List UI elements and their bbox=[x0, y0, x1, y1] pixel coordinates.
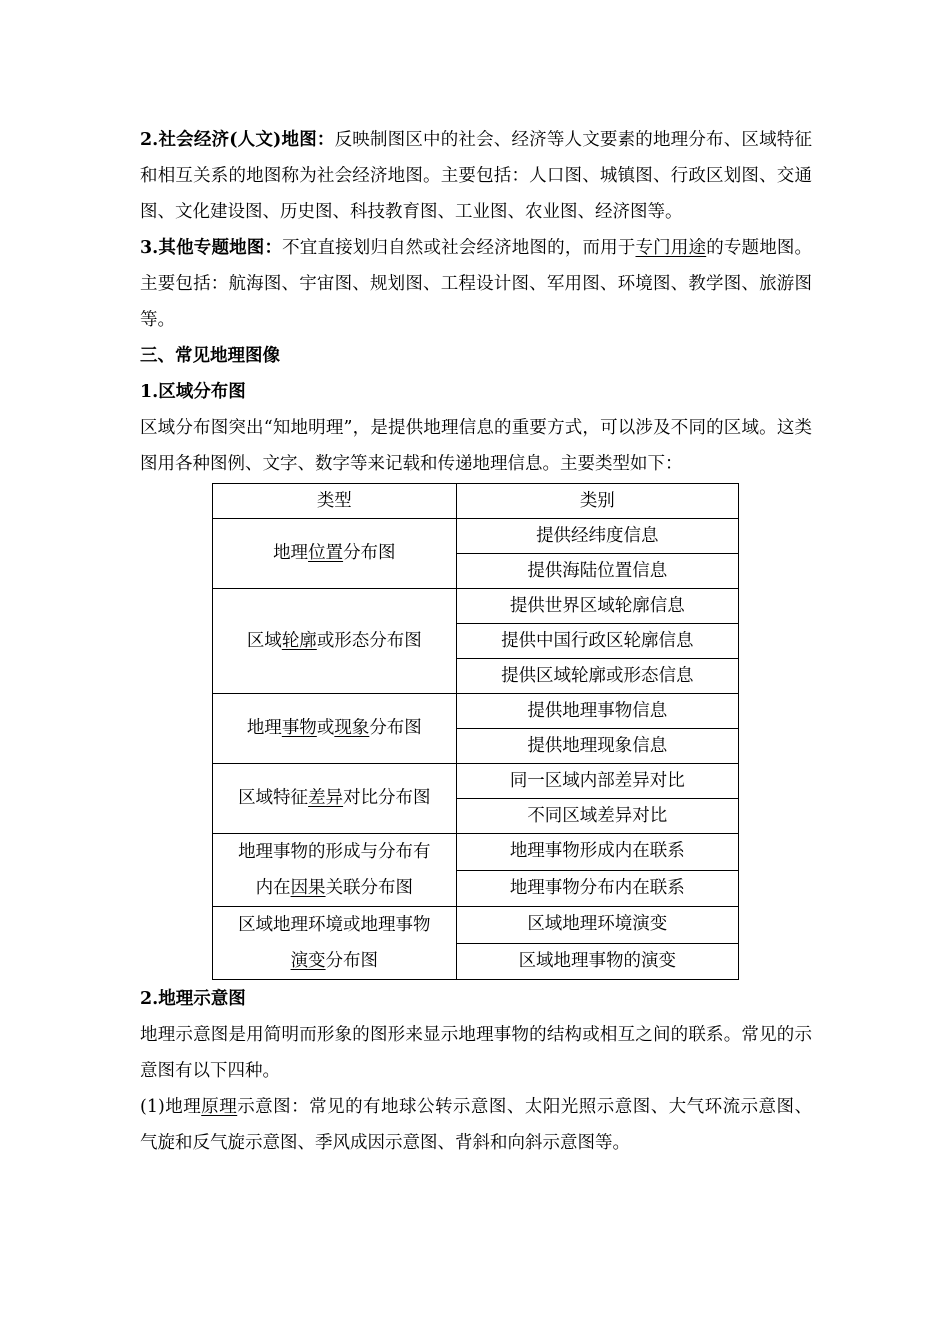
underlined-term: 差异 bbox=[308, 788, 344, 808]
type-text: 地理 bbox=[246, 718, 282, 738]
type-text: 地理事物的形成与分布有 bbox=[238, 842, 431, 862]
table-row bbox=[213, 519, 739, 554]
category-cell: 提供经纬度信息 bbox=[456, 519, 738, 554]
type-text: 或形态分布图 bbox=[316, 630, 422, 651]
type-text: 对比分布图 bbox=[343, 788, 431, 808]
section-heading: 3.其他专题地图： bbox=[140, 238, 283, 258]
region-map-intro: 区域分布图突出“知地明理”，是提供地理信息的重要方式，可以涉及不同的区域。这类图用各种图例、文字、数字等来记载和传递地理信息。主要类型如下： bbox=[140, 418, 812, 474]
category-cell: 提供海陆位置信息 bbox=[456, 554, 738, 589]
underlined-term: 原理 bbox=[201, 1097, 238, 1117]
type-text: 内在 bbox=[255, 878, 291, 898]
table-row bbox=[213, 764, 739, 799]
subsection-heading: 2.地理示意图 bbox=[140, 989, 246, 1009]
type-text: 地理 bbox=[273, 543, 309, 563]
item-text: (1)地理 bbox=[140, 1097, 202, 1117]
underlined-term: 因果 bbox=[290, 878, 326, 898]
schematic-intro: 地理示意图是用简明而形象的图形来显示地理事物的结构或相互之间的联系。常见的示意图有以下四种。 bbox=[140, 1025, 812, 1081]
type-text: 分布图 bbox=[343, 543, 396, 563]
category-cell: 提供中国行政区轮廓信息 bbox=[456, 624, 738, 659]
category-cell: 提供区域轮廓或形态信息 bbox=[456, 659, 738, 694]
type-text: 区域 bbox=[246, 630, 282, 651]
table-row bbox=[213, 834, 739, 871]
part-heading: 三、常见地理图像 bbox=[140, 346, 280, 366]
category-cell: 提供地理事物信息 bbox=[456, 694, 738, 729]
schematic-item-1 bbox=[140, 1089, 812, 1161]
category-cell: 不同区域差异对比 bbox=[456, 799, 738, 834]
type-text: 或 bbox=[316, 718, 335, 738]
header-category: 类别 bbox=[456, 484, 738, 519]
underlined-term: 事物 bbox=[281, 718, 317, 738]
category-cell: 同一区域内部差异对比 bbox=[456, 764, 738, 799]
table-row bbox=[213, 694, 739, 729]
category-cell: 区域地理事物的演变 bbox=[456, 943, 738, 980]
category-cell: 地理事物形成内在联系 bbox=[456, 834, 738, 871]
section-text: 反映制图区中的社会、经济等人文要素的地理分布、区域特征和相互关系的地图称为社会经济地图。主要包括：人口图、城镇图、行政区划图、交通图、文化建设图、历史图、科技教育图、工业图、农业图、经济图等。 bbox=[140, 130, 812, 222]
underlined-term: 位置 bbox=[308, 543, 344, 563]
table-row bbox=[213, 907, 739, 944]
type-cell bbox=[213, 907, 457, 980]
type-cell bbox=[213, 519, 457, 589]
type-text: 分布图 bbox=[325, 951, 379, 971]
type-text: 分布图 bbox=[369, 718, 422, 738]
type-cell bbox=[213, 834, 457, 907]
section-text: 不宜直接划归自然或社会经济地图的，而用于 bbox=[282, 238, 636, 258]
table-header-row bbox=[213, 484, 739, 519]
category-cell: 地理事物分布内在联系 bbox=[456, 870, 738, 907]
section-text: 的专题地图。主要包括：航海图、宇宙图、规划图、工程设计图、军用图、环境图、教学图、旅游图等。 bbox=[140, 238, 813, 330]
region-map-table bbox=[212, 483, 739, 980]
type-cell bbox=[213, 764, 457, 834]
document-page bbox=[140, 122, 812, 1161]
underlined-term: 专门用途 bbox=[635, 238, 707, 258]
subsection-heading: 1.区域分布图 bbox=[140, 382, 246, 402]
type-cell bbox=[213, 694, 457, 764]
header-type: 类型 bbox=[213, 484, 457, 519]
item-text: 示意图：常见的有地球公转示意图、太阳光照示意图、大气环流示意图、气旋和反气旋示意图、季风成因示意图、背斜和向斜示意图等。 bbox=[140, 1097, 813, 1153]
type-cell bbox=[213, 589, 457, 694]
table-row bbox=[213, 589, 739, 624]
underlined-term: 现象 bbox=[334, 718, 370, 738]
section-heading: 2.社会经济(人文)地图： bbox=[140, 130, 335, 150]
section-social-economic-map bbox=[140, 122, 812, 230]
underlined-term: 演变 bbox=[290, 951, 326, 971]
category-cell: 提供地理现象信息 bbox=[456, 729, 738, 764]
underlined-term: 轮廓 bbox=[281, 630, 317, 651]
category-cell: 区域地理环境演变 bbox=[456, 907, 738, 944]
type-text: 关联分布图 bbox=[325, 878, 414, 898]
section-other-thematic-map bbox=[140, 230, 812, 338]
type-text: 区域特征 bbox=[238, 788, 309, 808]
category-cell: 提供世界区域轮廓信息 bbox=[456, 589, 738, 624]
type-text: 区域地理环境或地理事物 bbox=[238, 915, 431, 935]
